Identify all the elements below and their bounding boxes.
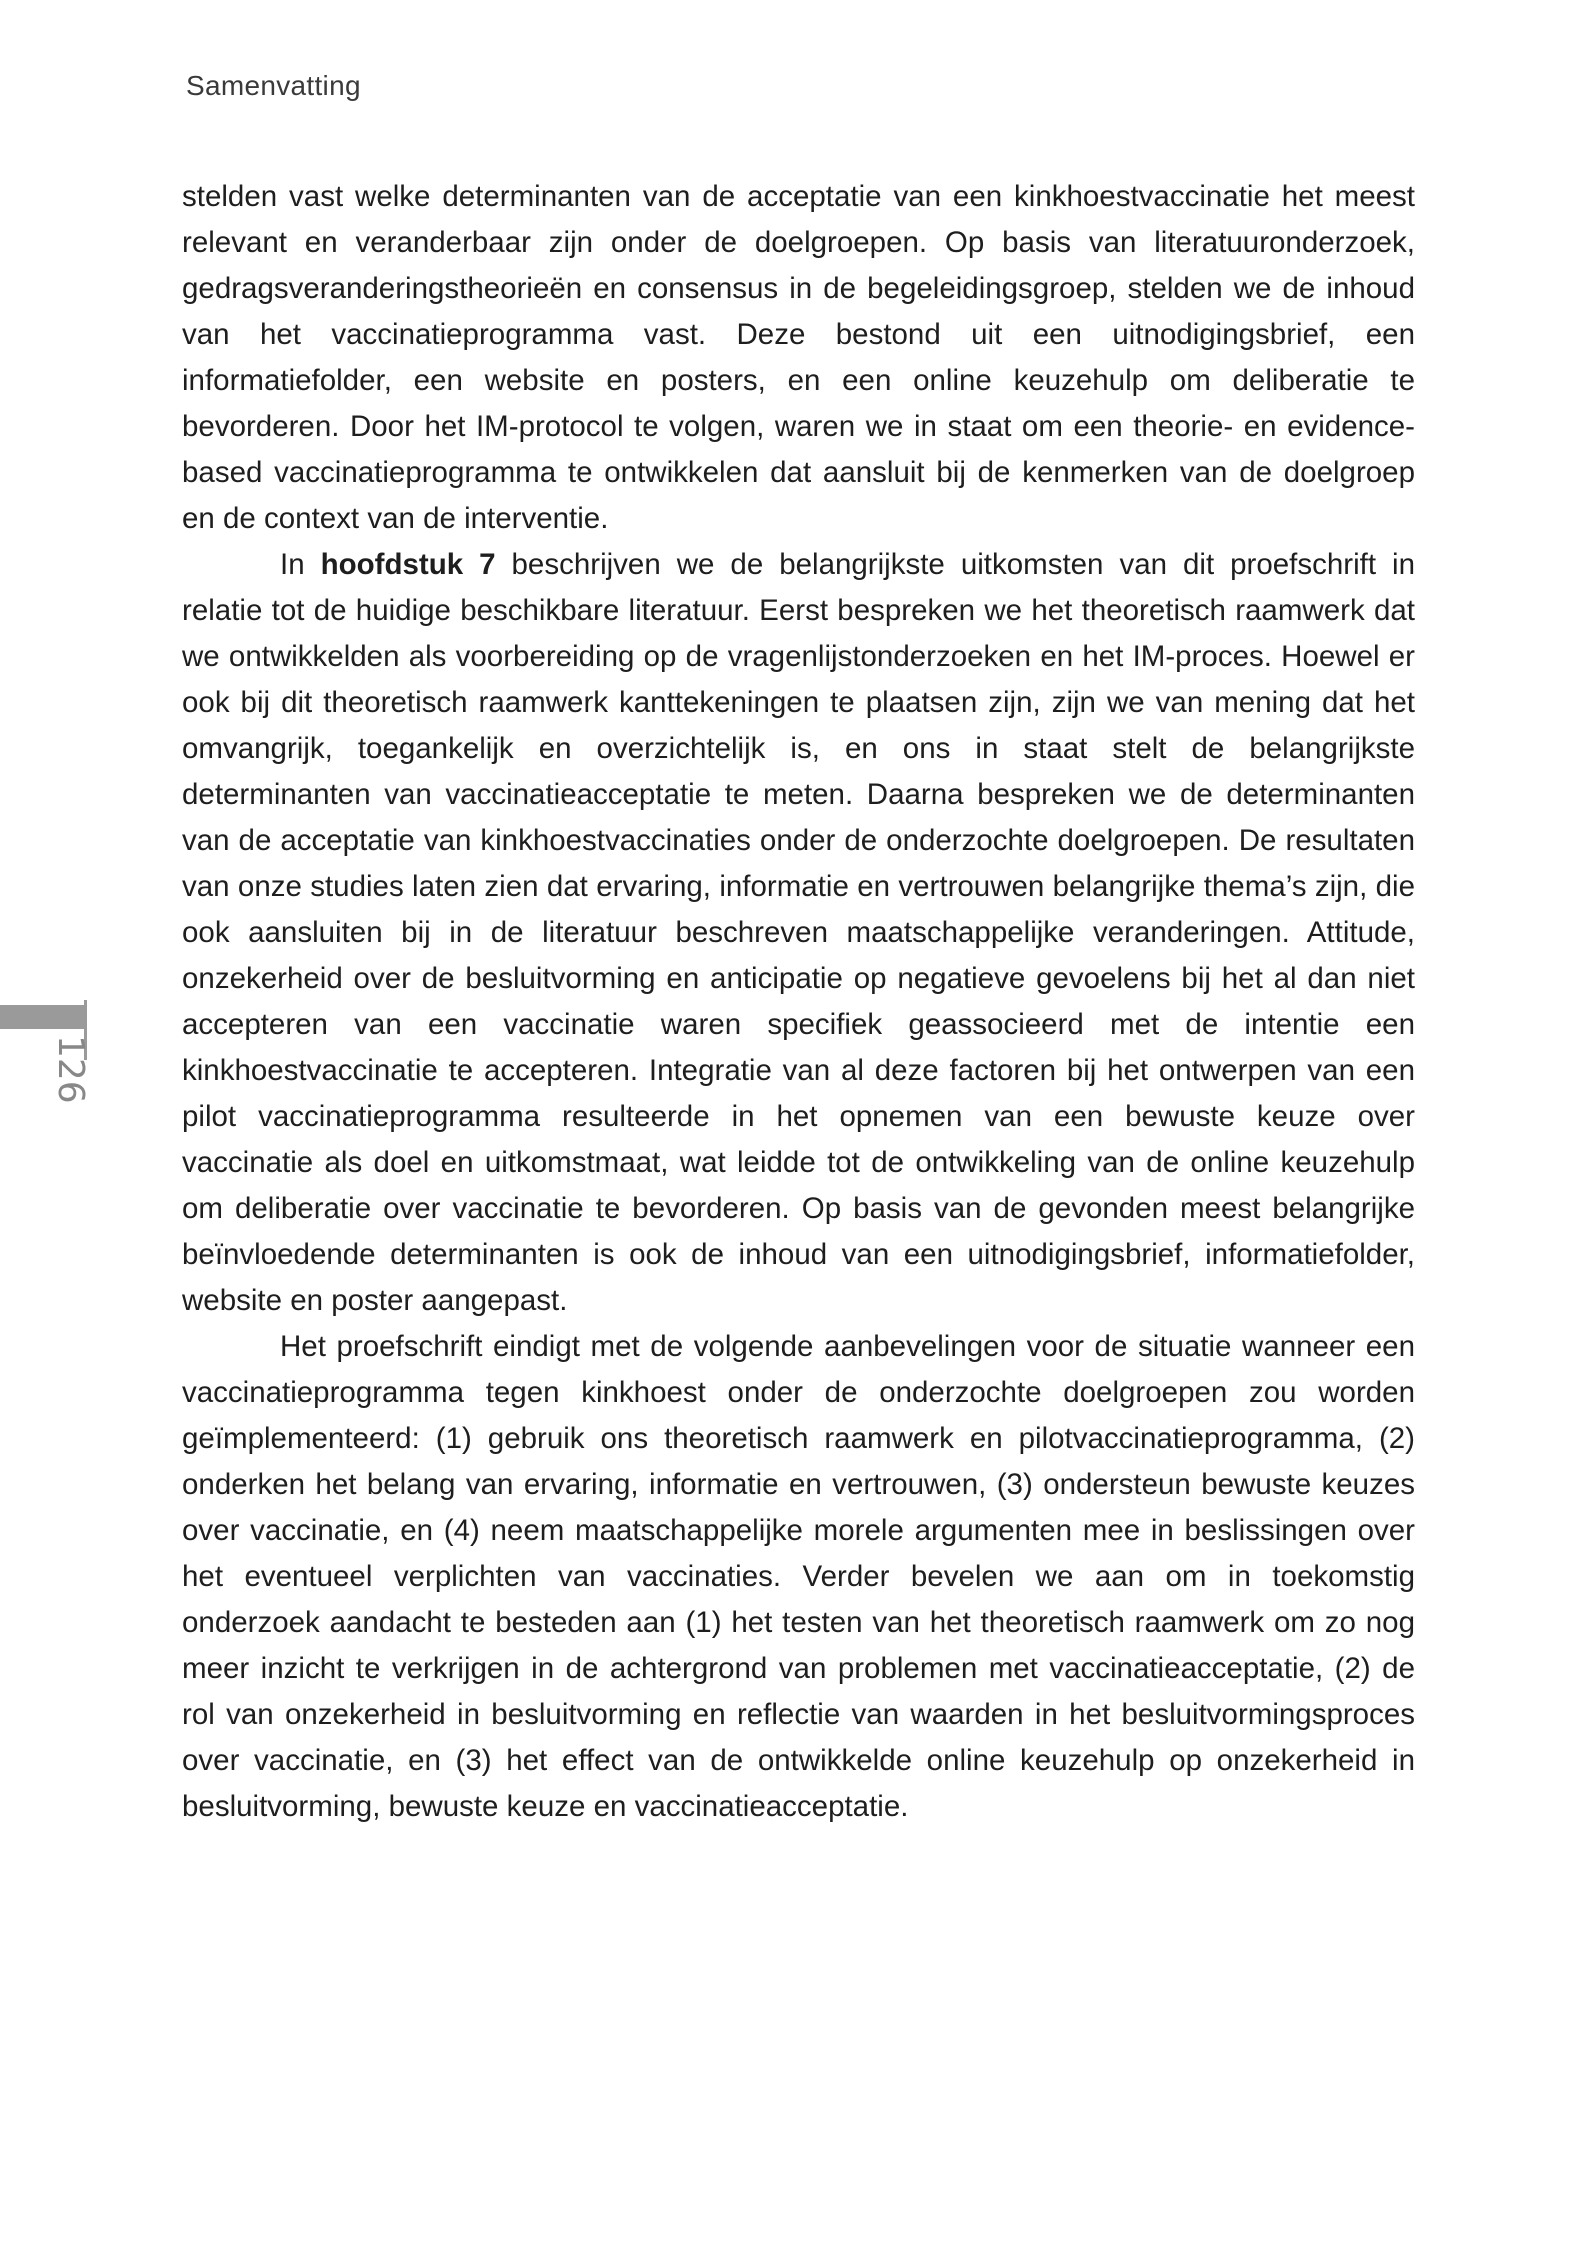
page-tab-bar [0, 1005, 87, 1029]
page-number: 126 [50, 1035, 91, 1104]
paragraph [182, 542, 1415, 1324]
paragraph: Het proefschrift eindigt met de volgende aanbevelingen voor de situatie wanneer een vaccinatieprogramma tegen kinkhoest onder de onderzochte doelgroepen zou worden geïmplementeerd: (1) gebruik ons theoretisch raamwerk en pilotvaccinatieprogramma, (2) onderken het belang van ervaring, informatie en vertrouwen, (3) ondersteun bewuste keuzes over vaccinatie, en (4) neem maatschappelijke morele argumenten mee in beslissingen over het eventueel verplichten van vaccinaties. Verder bevelen we aan om in toekomstig onderzoek aandacht te besteden aan (1) het testen van het theoretisch raamwerk om zo nog meer inzicht te verkrijgen in de achtergrond van problemen met vaccinatieacceptatie, (2) de rol van onzekerheid in besluitvorming en reflectie van waarden in het besluitvormingsproces over vaccinatie, en (3) het effect van de ontwikkelde online keuzehulp op onzekerheid in besluitvorming, bewuste keuze en vaccinatieacceptatie. [182, 1330, 1415, 1823]
paragraph-lead: In [280, 548, 321, 581]
chapter-reference: hoofdstuk 7 [320, 548, 496, 581]
paragraph-body: beschrijven we de belangrijkste uitkomsten van dit proefschrift in relatie tot de huidige beschikbare literatuur. Eerst bespreken we het theoretisch raamwerk dat we ontwikkelden als voorbereiding op de vragenlijstonderzoeken en het IM-proces. Hoewel er ook bij dit theoretisch raamwerk kanttekeningen te plaatsen zijn, zijn we van mening dat het omvangrijk, toegankelijk en overzichtelijk is, en ons in staat stelt de belangrijkste determinanten van vaccinatieacceptatie te meten. Daarna bespreken we de determinanten van de acceptatie van kinkhoestvaccinaties onder de onderzochte doelgroepen. De resultaten van onze studies laten zien dat ervaring, informatie en vertrouwen belangrijke thema’s zijn, die ook aansluiten bij in de literatuur beschreven maatschappelijke veranderingen. Attitude, onzekerheid over de besluitvorming en anticipatie op negatieve gevoelens bij het al dan niet accepteren van een vaccinatie waren specifiek geassocieerd met de intentie een kinkhoestvaccinatie te accepteren. Integratie van al deze factoren bij het ontwerpen van een pilot vaccinatieprogramma resulteerde in het opnemen van een bewuste keuze over vaccinatie als doel en uitkomstmaat, wat leidde tot de ontwikkeling van de online keuzehulp om deliberatie over vaccinatie te bevorderen. Op basis van de gevonden meest belangrijke beïnvloedende determinanten is ook de inhoud van een uitnodigingsbrief, informatiefolder, website en poster aangepast. [182, 548, 1415, 1317]
paragraph: stelden vast welke determinanten van de acceptatie van een kinkhoestvaccinatie het meest relevant en veranderbaar zijn onder de doelgroepen. Op basis van literatuuronderzoek, gedragsveranderingstheorieën en consensus in de begeleidingsgroep, stelden we de inhoud van het vaccinatieprogramma vast. Deze bestond uit een uitnodigingsbrief, een informatiefolder, een website en posters, en een online keuzehulp om deliberatie te bevorderen. Door het IM-protocol te volgen, waren we in staat om een theorie- en evidence-based vaccinatieprogramma te ontwikkelen dat aansluit bij de kenmerken van de doelgroep en de context van de interventie. [182, 180, 1415, 535]
running-header: Samenvatting [186, 70, 361, 101]
body-text [182, 174, 1415, 1830]
